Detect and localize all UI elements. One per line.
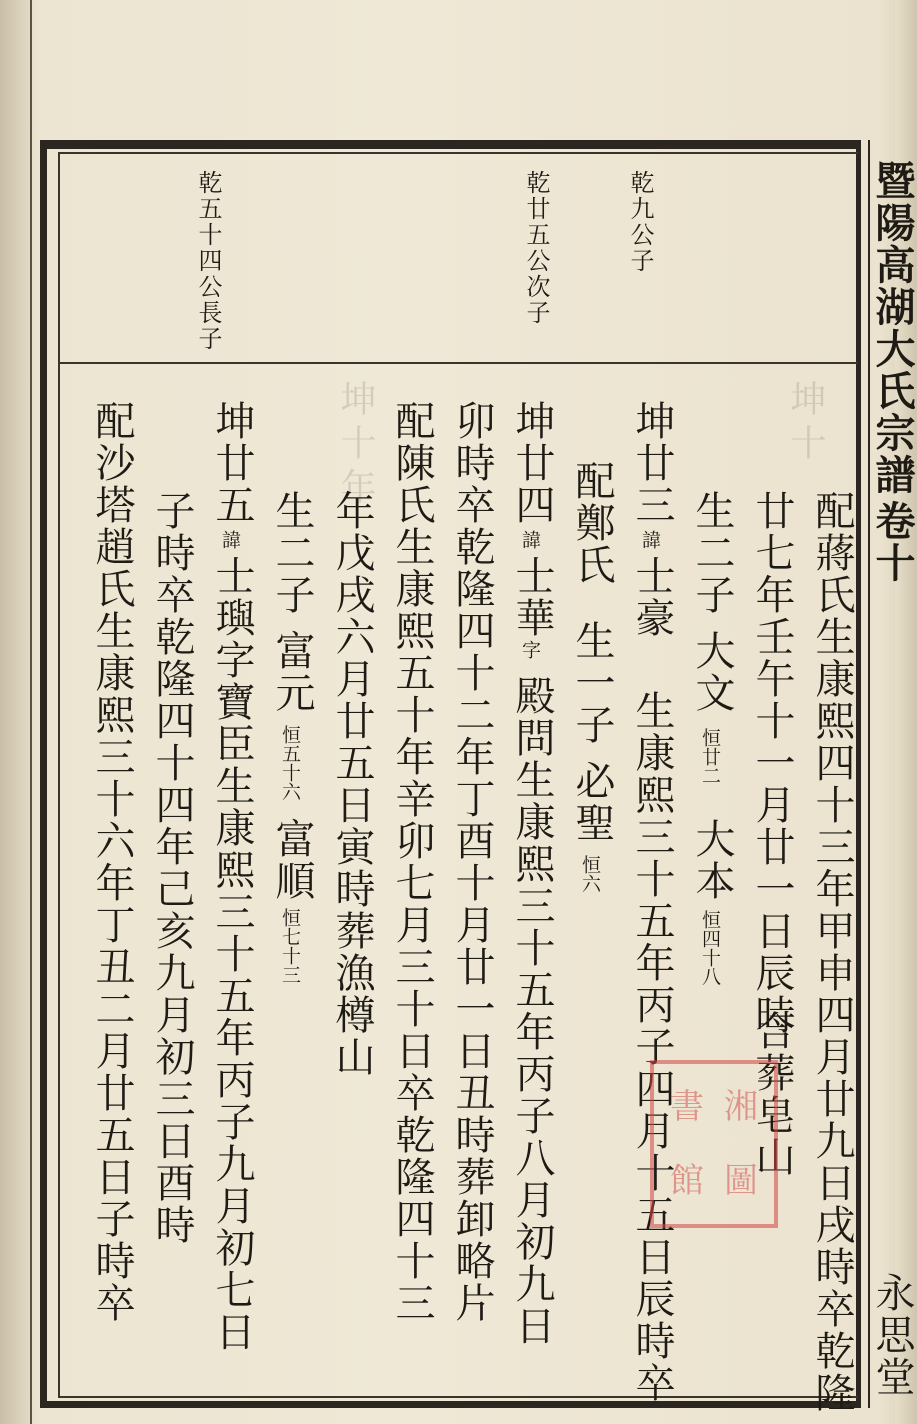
seal-character: 書 <box>670 1087 704 1127</box>
son-name: 必聖 <box>569 760 615 844</box>
text-column-8: 配陳氏生康熙五十年辛卯七月三十日卒乾隆四十三 <box>389 400 435 1324</box>
courtesy-name-marker: 字 <box>519 640 541 659</box>
son-note: 恒六 <box>579 855 601 893</box>
person-heading: 坤廿三 <box>629 400 675 526</box>
seal-character: 圖 <box>724 1161 758 1201</box>
text-column-11: 士璵字寶臣生康熙三十五年丙子九月初七日 <box>209 555 255 1353</box>
seal-character: 館 <box>670 1161 704 1201</box>
taboo-name-marker: 諱 <box>519 530 541 549</box>
text-column-5: 配鄭氏 <box>569 460 615 586</box>
upper-register-entry: 乾廿五公次子 <box>522 170 550 326</box>
text-column-6: 殿問生康熙三十五年丙子八月初九日 <box>509 675 555 1347</box>
person-name: 士豪 <box>629 555 675 639</box>
taboo-name-marker: 諱 <box>219 530 241 549</box>
upper-register-entry: 乾九公子 <box>626 170 654 274</box>
text-column-3: 生二子 <box>689 490 735 616</box>
son-note: 恒七十三 <box>279 908 301 984</box>
genealogy-title: 暨陽高湖大氏宗譜 <box>869 160 916 496</box>
taboo-name-marker: 諱 <box>639 530 661 549</box>
bleed-through-text: 坤十年 <box>335 380 376 512</box>
text-column-2-tail: 合葬皂山 <box>749 1010 795 1178</box>
text-column-13: 配沙塔趙氏生康熙三十六年丁丑二月廿五日子時卒 <box>89 400 135 1324</box>
person-heading: 坤廿五 <box>209 400 255 526</box>
son-name: 大本 <box>689 818 735 902</box>
son-name: 大文 <box>689 630 735 714</box>
collector-seal <box>650 1060 778 1228</box>
son-name: 富元 <box>269 630 315 714</box>
volume-label: 卷十 <box>869 500 916 584</box>
text-column-2: 廿七年壬午十一月廿一日辰時 <box>749 490 795 1036</box>
text-column-5-mid: 生一子 <box>569 620 615 746</box>
son-note: 恒四十八 <box>699 910 721 986</box>
text-column-12: 子時卒乾隆四十四年己亥九月初三日酉時 <box>149 490 195 1246</box>
son-note: 恒廿二 <box>699 728 721 785</box>
seal-character: 湘 <box>724 1087 758 1127</box>
text-column-7: 卯時卒乾隆四十二年丁酉十月廿一日丑時葬卸略片 <box>449 400 495 1324</box>
text-column-1: 配蔣氏生康熙四十三年甲申四月廿九日戌時卒乾隆 <box>809 490 855 1414</box>
hall-name: 永思堂 <box>869 1272 915 1398</box>
son-name: 富順 <box>269 818 315 902</box>
bleed-through-text: 坤十 <box>785 380 826 468</box>
text-column-4: 生康熙三十五年丙子四月十五日辰時卒 <box>629 690 675 1404</box>
text-column-10: 生二子 <box>269 490 315 616</box>
person-heading: 坤廿四 <box>509 400 555 526</box>
text-column-9: 年戊戌六月廿五日寅時葬漁樽山 <box>329 490 375 1078</box>
adjacent-page-edge <box>0 0 32 1424</box>
person-name: 士華 <box>509 555 555 639</box>
upper-register-entry: 乾五十四公長子 <box>194 170 222 352</box>
upper-register-box <box>58 152 858 364</box>
son-note: 恒五十六 <box>279 725 301 801</box>
